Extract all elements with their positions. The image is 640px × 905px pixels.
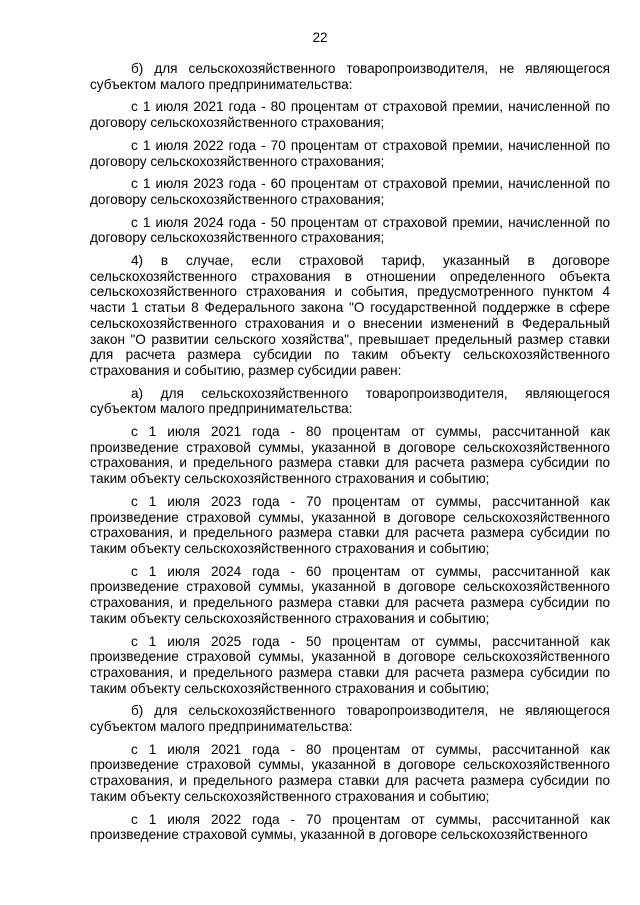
paragraph-b2-2021-sum-80: с 1 июля 2021 года - 80 процентам от суммы, рассчитанной как произведение страховой суммы, указанной в договоре сельскохозяйственного страхования, и предельного размера ставки для расчета размера субсидии по таким объекту сельскохозяйственного страхования и событию; (90, 741, 610, 804)
paragraph-item-4: 4) в случае, если страховой тариф, указанный в договоре сельскохозяйственного страхования в отношении определенного объекта сельскохозяйственного страхования и события, предусмотренного пунктом 4 части 1 статьи 8 Федерального закона "О государственной поддержке в сфере сельскохозяйственного страхования и о внесении изменений в Федеральный закон "О развитии сельского хозяйства", превышает предельный размер ставки для расчета размера субсидии по таким объекту сельскохозяйственного страхования и событию, размер субсидии равен: (90, 253, 610, 378)
paragraph-2021-premium-80: с 1 июля 2021 года - 80 процентам от страховой премии, начисленной по договору сельскохозяйственного страхования; (90, 99, 610, 131)
paragraph-2024-premium-50: с 1 июля 2024 года - 50 процентам от страховой премии, начисленной по договору сельскохозяйственного страхования; (90, 214, 610, 246)
paragraph-2023-premium-60: с 1 июля 2023 года - 60 процентам от страховой премии, начисленной по договору сельскохозяйственного страхования; (90, 176, 610, 207)
document-body (90, 61, 610, 850)
paragraph-b2-not-small-business-header: б) для сельскохозяйственного товаропроизводителя, не являющегося субъектом малого предпринимательства: (90, 703, 610, 735)
paragraph-b-not-small-business-header: б) для сельскохозяйственного товаропроизводителя, не являющегося субъектом малого предпринимательства: (90, 61, 610, 92)
paragraph-a-2023-sum-70: с 1 июля 2023 года - 70 процентам от суммы, рассчитанной как произведение страховой суммы, указанной в договоре сельскохозяйственного страхования, и предельного размера ставки для расчета размера субсидии по таким объекту сельскохозяйственного страхования и событию; (90, 493, 610, 556)
paragraph-a-small-business-header: а) для сельскохозяйственного товаропроизводителя, являющегося субъектом малого предпринимательства: (90, 385, 610, 417)
paragraph-a-2021-sum-80: с 1 июля 2021 года - 80 процентам от суммы, рассчитанной как произведение страховой суммы, указанной в договоре сельскохозяйственного страхования, и предельного размера ставки для расчета размера субсидии по таким объекту сельскохозяйственного страхования и событию; (90, 424, 610, 487)
paragraph-a-2024-sum-60: с 1 июля 2024 года - 60 процентам от суммы, рассчитанной как произведение страховой суммы, указанной в договоре сельскохозяйственного страхования, и предельного размера ставки для расчета размера субсидии по таким объекту сельскохозяйственного страхования и событию; (90, 563, 610, 626)
paragraph-a-2025-sum-50: с 1 июля 2025 года - 50 процентам от суммы, рассчитанной как произведение страховой суммы, указанной в договоре сельскохозяйственного страхования, и предельного размера ставки для расчета размера субсидии по таким объекту сельскохозяйственного страхования и событию; (90, 633, 610, 696)
page-number: 22 (312, 30, 328, 45)
paragraph-b2-2022-sum-70: с 1 июля 2022 года - 70 процентам от суммы, рассчитанной как произведение страховой суммы, указанной в договоре сельскохозяйственного (90, 811, 610, 843)
paragraph-2022-premium-70: с 1 июля 2022 года - 70 процентам от страховой премии, начисленной по договору сельскохозяйственного страхования; (90, 137, 610, 169)
